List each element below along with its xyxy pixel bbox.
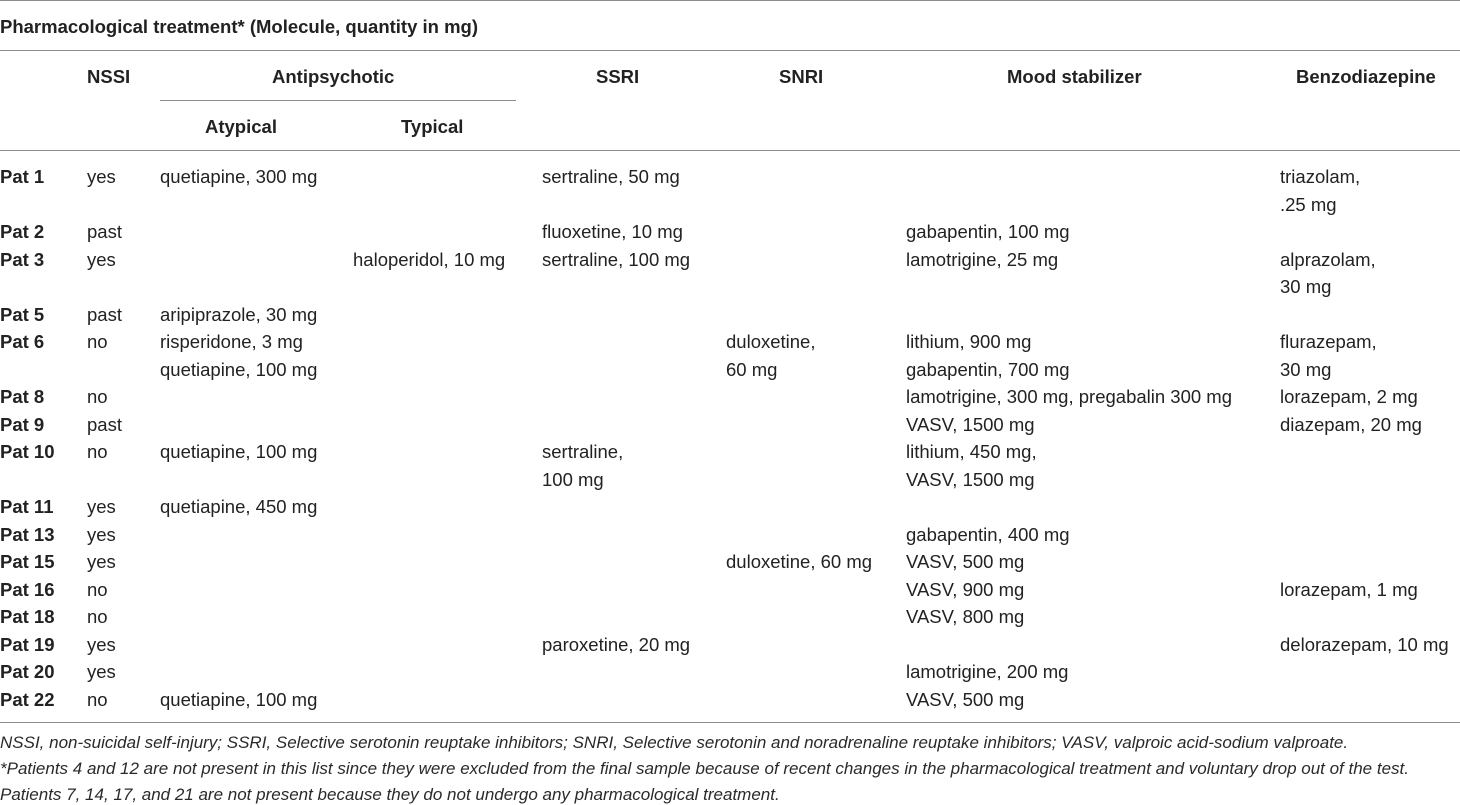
top-rule	[0, 0, 1460, 1]
header-mood-stabilizer: Mood stabilizer	[1007, 66, 1142, 87]
cell-snri: duloxetine, 60 mg	[726, 331, 816, 380]
row-label: Pat 2	[0, 221, 45, 242]
cell-ssri: fluoxetine, 10 mg	[542, 221, 683, 242]
cell-mood: VASV, 500 mg	[906, 688, 1025, 710]
cell-mood: VASV, 1500 mg	[906, 413, 1035, 435]
row-label: Pat 13	[0, 523, 55, 545]
cell-nssi: yes	[87, 248, 116, 270]
cell-nssi: no	[87, 578, 108, 600]
cell-benzo: lorazepam, 2 mg	[1280, 386, 1418, 407]
cell-nssi: yes	[87, 633, 116, 655]
cell-mood: lamotrigine, 200 mg	[906, 661, 1069, 682]
cell-nssi: yes	[87, 166, 116, 187]
row-label: Pat 1	[0, 166, 45, 187]
cell-nssi: no	[87, 606, 108, 627]
cell-mood: lithium, 900 mg gabapentin, 700 mg	[906, 331, 1070, 380]
header-ssri: SSRI	[596, 66, 640, 87]
cell-benzo: alprazolam, 30 mg	[1280, 248, 1376, 297]
row-label: Pat 19	[0, 633, 55, 655]
row-label: Pat 20	[0, 661, 55, 682]
cell-mood: lamotrigine, 25 mg	[906, 248, 1059, 270]
cell-atypical: quetiapine, 100 mg	[160, 441, 318, 462]
row-label: Pat 15	[0, 551, 55, 572]
cell-benzo: lorazepam, 1 mg	[1280, 578, 1418, 600]
cell-atypical: quetiapine, 300 mg	[160, 166, 318, 187]
cell-atypical: quetiapine, 100 mg	[160, 688, 318, 710]
cell-mood: gabapentin, 100 mg	[906, 221, 1070, 242]
cell-mood: VASV, 800 mg	[906, 606, 1025, 627]
cell-nssi: yes	[87, 551, 116, 572]
header-nssi: NSSI	[87, 66, 131, 87]
header-snri: SNRI	[779, 66, 824, 87]
cell-typical: haloperidol, 10 mg	[353, 248, 506, 270]
cell-nssi: yes	[87, 496, 116, 517]
cell-nssi: past	[87, 413, 122, 435]
row-label: Pat 3	[0, 248, 45, 270]
footnote-abbreviations: NSSI, non-suicidal self-injury; SSRI, Selective serotonin reuptake inhibitors; SNRI, Selective serotonin and noradrenaline reuptake inhibitors; VASV, valproic acid-sodium valproate.	[0, 733, 1349, 752]
cell-mood: lamotrigine, 300 mg, pregabalin 300 mg	[906, 386, 1232, 407]
cell-nssi: past	[87, 221, 122, 242]
cell-nssi: no	[87, 441, 108, 462]
row-label: Pat 18	[0, 606, 55, 627]
header-typical: Typical	[401, 116, 464, 137]
footnote-excluded-patients: *Patients 4 and 12 are not present in this list since they were excluded from the final sample because of recent changes in the pharmacological treatment and voluntary drop out of the test.	[0, 759, 1409, 778]
row-label: Pat 11	[0, 496, 54, 517]
cell-ssri: sertraline, 100 mg	[542, 441, 624, 490]
header-rule	[0, 150, 1460, 151]
cell-benzo: triazolam, .25 mg	[1280, 166, 1361, 215]
cell-atypical: risperidone, 3 mg quetiapine, 100 mg	[160, 331, 318, 380]
caption-rule	[0, 50, 1460, 51]
cell-ssri: paroxetine, 20 mg	[542, 633, 691, 655]
cell-nssi: yes	[87, 661, 116, 682]
cell-mood: VASV, 900 mg	[906, 578, 1025, 600]
cell-atypical: aripiprazole, 30 mg	[160, 303, 318, 325]
row-label: Pat 9	[0, 413, 45, 435]
cell-mood: gabapentin, 400 mg	[906, 523, 1070, 545]
cell-ssri: sertraline, 50 mg	[542, 166, 680, 187]
row-label: Pat 16	[0, 578, 55, 600]
table-caption: Pharmacological treatment* (Molecule, quantity in mg)	[0, 16, 479, 37]
cell-mood: VASV, 500 mg	[906, 551, 1025, 572]
bottom-rule	[0, 722, 1460, 723]
cell-benzo: diazepam, 20 mg	[1280, 413, 1422, 435]
row-label: Pat 10	[0, 441, 55, 462]
row-label: Pat 6	[0, 331, 45, 352]
cell-nssi: no	[87, 688, 108, 710]
cell-atypical: quetiapine, 450 mg	[160, 496, 318, 517]
cell-mood: lithium, 450 mg, VASV, 1500 mg	[906, 441, 1037, 490]
cell-nssi: past	[87, 303, 122, 325]
cell-benzo: delorazepam, 10 mg	[1280, 633, 1449, 655]
cell-nssi: no	[87, 331, 108, 352]
cell-nssi: yes	[87, 523, 116, 545]
header-antipsychotic: Antipsychotic	[272, 66, 395, 87]
cell-ssri: sertraline, 100 mg	[542, 248, 691, 270]
header-atypical: Atypical	[205, 116, 277, 137]
row-label: Pat 22	[0, 688, 55, 710]
footnote-untreated-patients: Patients 7, 14, 17, and 21 are not present because they do not undergo any pharmacological treatment.	[0, 785, 780, 804]
antipsychotic-rule	[160, 100, 516, 101]
row-label: Pat 8	[0, 386, 45, 407]
cell-snri: duloxetine, 60 mg	[726, 551, 873, 572]
cell-benzo: flurazepam, 30 mg	[1280, 331, 1377, 380]
row-label: Pat 5	[0, 303, 45, 325]
header-benzodiazepine: Benzodiazepine	[1296, 66, 1436, 87]
cell-nssi: no	[87, 386, 108, 407]
